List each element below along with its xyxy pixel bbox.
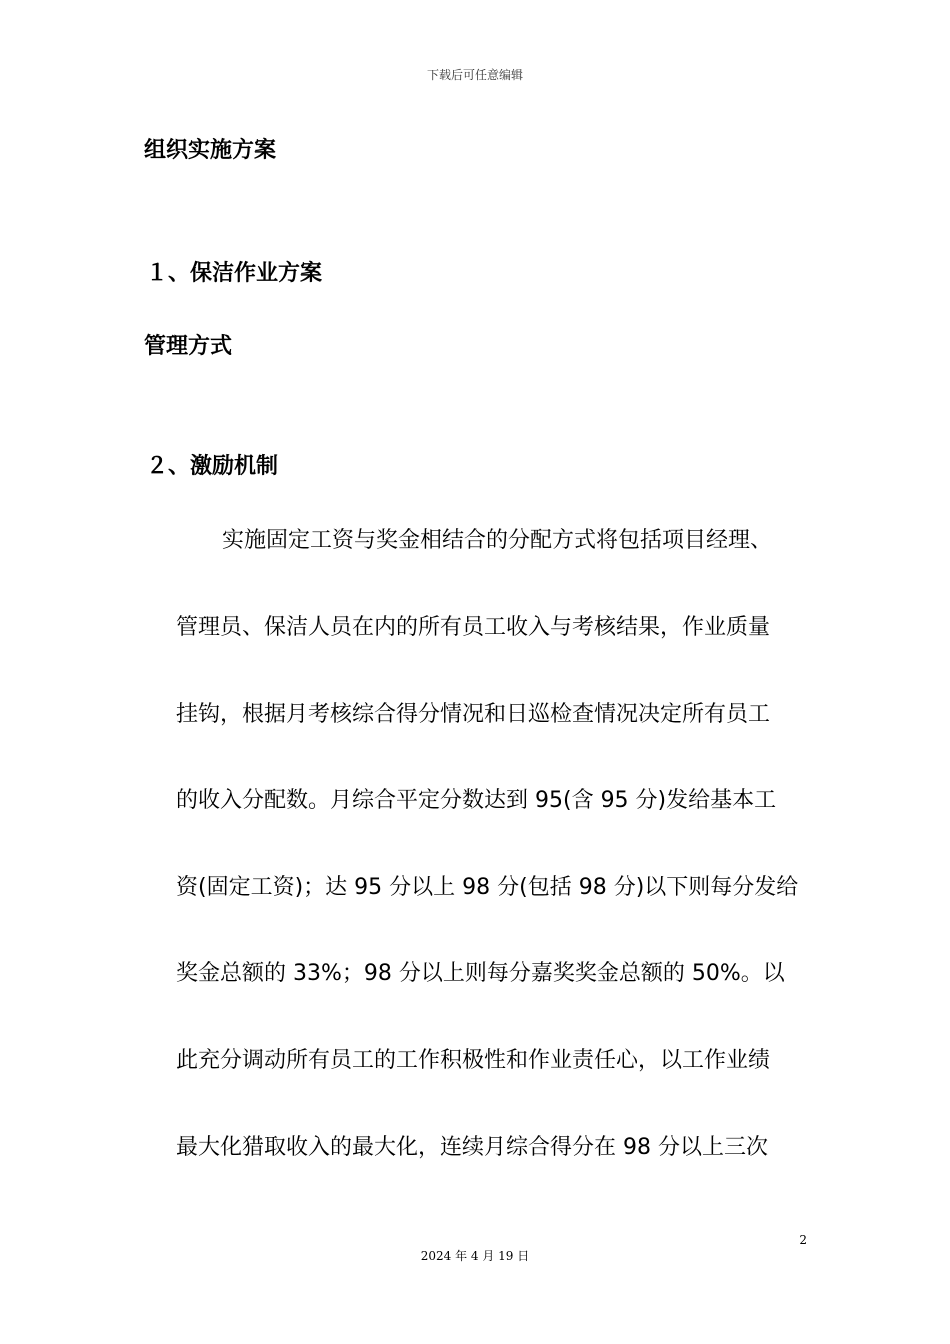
paragraph-line: 管理员、保洁人员在内的所有员工收入与考核结果，作业质量 xyxy=(176,615,771,640)
paragraph-line: 最大化猎取收入的最大化，连续月综合得分在 98 分以上三次 xyxy=(176,1135,768,1160)
subheading-management-method: 管理方式 xyxy=(144,334,233,359)
paragraph-line: 资(固定工资)；达 95 分以上 98 分(包括 98 分)以下则每分发给 xyxy=(176,875,799,900)
paragraph-line: 的收入分配数。月综合平定分数达到 95(含 95 分)发给基本工 xyxy=(176,788,777,813)
page-number: 2 xyxy=(799,1233,807,1247)
paragraph-line: 奖金总额的 33%；98 分以上则每分嘉奖奖金总额的 50%。以 xyxy=(176,961,785,986)
paragraph-line: 挂钩，根据月考核综合得分情况和日巡检查情况决定所有员工 xyxy=(176,702,771,727)
section-heading-cleaning-plan: １、保洁作业方案 xyxy=(146,261,323,286)
paragraph-line: 实施固定工资与奖金相结合的分配方式将包括项目经理、 xyxy=(222,528,773,553)
paragraph-line: 此充分调动所有员工的工作积极性和作业责任心，以工作业绩 xyxy=(176,1048,771,1073)
page-header: 下载后可任意编辑 xyxy=(426,68,523,82)
document-title: 组织实施方案 xyxy=(144,138,277,163)
footer-date: 2024 年 4 月 19 日 xyxy=(420,1249,530,1263)
section-heading-incentive: ２、激励机制 xyxy=(146,454,279,479)
